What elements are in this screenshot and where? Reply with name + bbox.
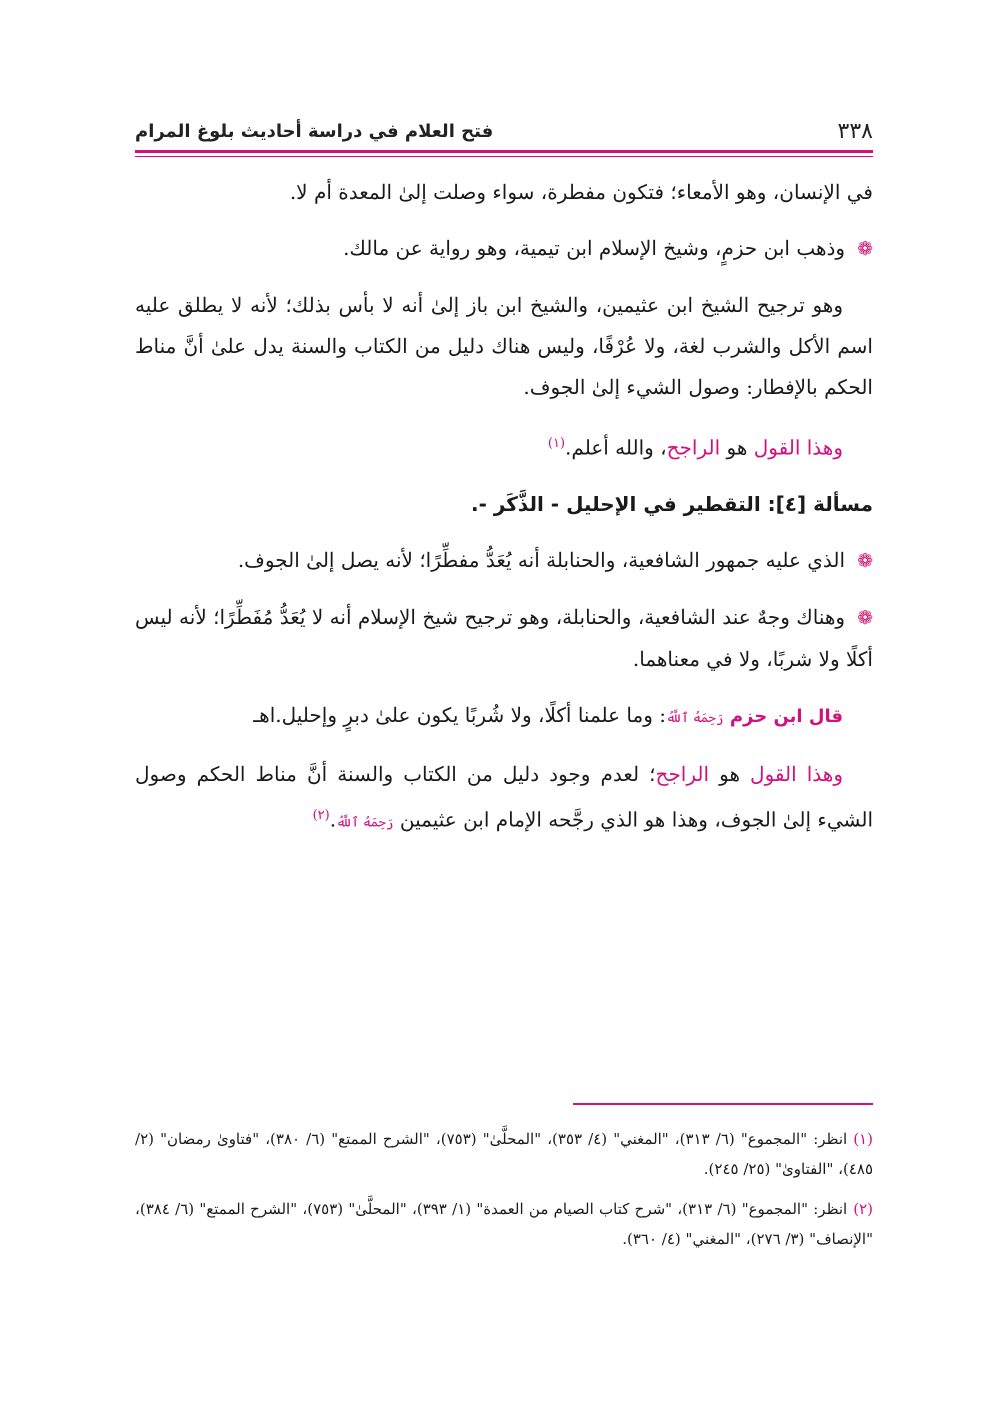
flower-bullet-icon: ❁ xyxy=(857,549,873,572)
footnote-1-mark: (١) xyxy=(853,1130,873,1148)
highlight-preponderant: الراجح xyxy=(655,761,710,786)
footnote-2-mark: (٢) xyxy=(853,1200,873,1218)
paragraph-2 xyxy=(135,228,873,270)
paragraph-8-text-b: ؛ لعدم وجود دليل من الكتاب والسنة أنَّ مناط الحكم وصول الشيء إلىٰ الجوف، وهذا هو الذي رجَّحه الإمام ابن عثيمين xyxy=(135,761,873,832)
honorific: رَحِمَهُ ٱللَّهُ xyxy=(336,815,394,831)
main-text xyxy=(135,172,873,858)
paragraph-4-text-b: ، والله أعلم. xyxy=(565,435,667,460)
highlight-this-view: وهذا القول xyxy=(753,435,843,460)
footnotes xyxy=(135,1124,873,1264)
header-rule-thick xyxy=(135,150,873,153)
paragraph-6 xyxy=(135,597,873,680)
footnote-ref-1[interactable]: (١) xyxy=(547,436,566,451)
paragraph-6-text: وهناك وجهٌ عند الشافعية، والحنابلة، وهو ترجيح شيخ الإسلام أنه لا يُعَدُّ مُفَطِّرًا؛ لأنه ليس أكلًا ولا شربًا، ولا في معناهما. xyxy=(135,604,873,671)
highlight-this-view: وهذا القول xyxy=(750,761,843,786)
flower-bullet-icon: ❁ xyxy=(857,238,873,260)
paragraph-4-text-a: هو xyxy=(720,435,754,460)
flower-bullet-icon: ❁ xyxy=(857,606,873,629)
page-number: ٣٣٨ xyxy=(837,118,873,144)
paragraph-3: وهو ترجيح الشيخ ابن عثيمين، والشيخ ابن باز إلىٰ أنه لا بأس بذلك؛ لأنه لا يطلق عليه اسم الأكل والشرب لغة، ولا عُرْفًا، وليس هناك دليل من الكتاب والسنة يدل علىٰ أنَّ مناط الحكم بالإفطار: وصول الشيء إلىٰ الجوف. xyxy=(135,293,873,399)
paragraph-8-end: . xyxy=(329,807,337,832)
paragraph-8-text-a: هو xyxy=(709,761,751,786)
book-page xyxy=(135,0,873,1418)
footnote-2-text: انظر: "المجموع" (٦/ ٣١٣)، "شرح كتاب الصيام من العمدة" (١/ ٣٩٣)، "المحلَّىٰ" (٧٥٣)، "الشرح الممتع" (٦/ ٣٨٤)، "الإنصاف" (٣/ ٢٧٦)، "المغني" (٤/ ٣٦٠). xyxy=(135,1200,873,1248)
footnote-separator xyxy=(573,1103,873,1105)
footnote-1 xyxy=(135,1124,873,1184)
section-heading: مسألة [٤]: التقطير في الإحليل - الذَّكَر -. xyxy=(470,491,873,516)
footnote-1-text: انظر: "المجموع" (٦/ ٣١٣)، "المغني" (٤/ ٣٥٣)، "المحلَّىٰ" (٧٥٣)، "الشرح الممتع" (٦/ ٣٨٠)، "فتاوىٰ رمضان" (٢/ ٤٨٥)، "الفتاوىٰ" (٢٥/ ٢٤٥). xyxy=(135,1130,873,1178)
header-rule-thin xyxy=(135,156,873,157)
paragraph-5 xyxy=(135,540,873,582)
paragraph-2-text: وذهب ابن حزمٍ، وشيخ الإسلام ابن تيمية، وهو رواية عن مالك. xyxy=(343,236,846,260)
honorific: رَحِمَهُ ٱللَّهُ xyxy=(666,710,724,726)
footnote-2 xyxy=(135,1194,873,1254)
quote-attribution: قال ابن حزم xyxy=(729,705,843,727)
paragraph-5-text: الذي عليه جمهور الشافعية، والحنابلة أنه يُعَدُّ مفطِّرًا؛ لأنه يصل إلىٰ الجوف. xyxy=(237,547,846,572)
paragraph-8 xyxy=(135,754,873,844)
running-header xyxy=(135,116,873,146)
paragraph-4 xyxy=(135,423,873,469)
paragraph-7 xyxy=(135,695,873,739)
footnote-ref-2[interactable]: (٢) xyxy=(312,807,330,823)
book-title: فتح العلام في دراسة أحاديث بلوغ المرام xyxy=(135,120,494,142)
paragraph-1: في الإنسان، وهو الأمعاء؛ فتكون مفطرة، سواء وصلت إلىٰ المعدة أم لا. xyxy=(289,180,873,204)
paragraph-7-text: : وما علمنا أكلًا، ولا شُربًا يكون علىٰ دبرٍ وإحليل.اهـ xyxy=(253,702,666,727)
highlight-preponderant: الراجح xyxy=(666,435,721,460)
